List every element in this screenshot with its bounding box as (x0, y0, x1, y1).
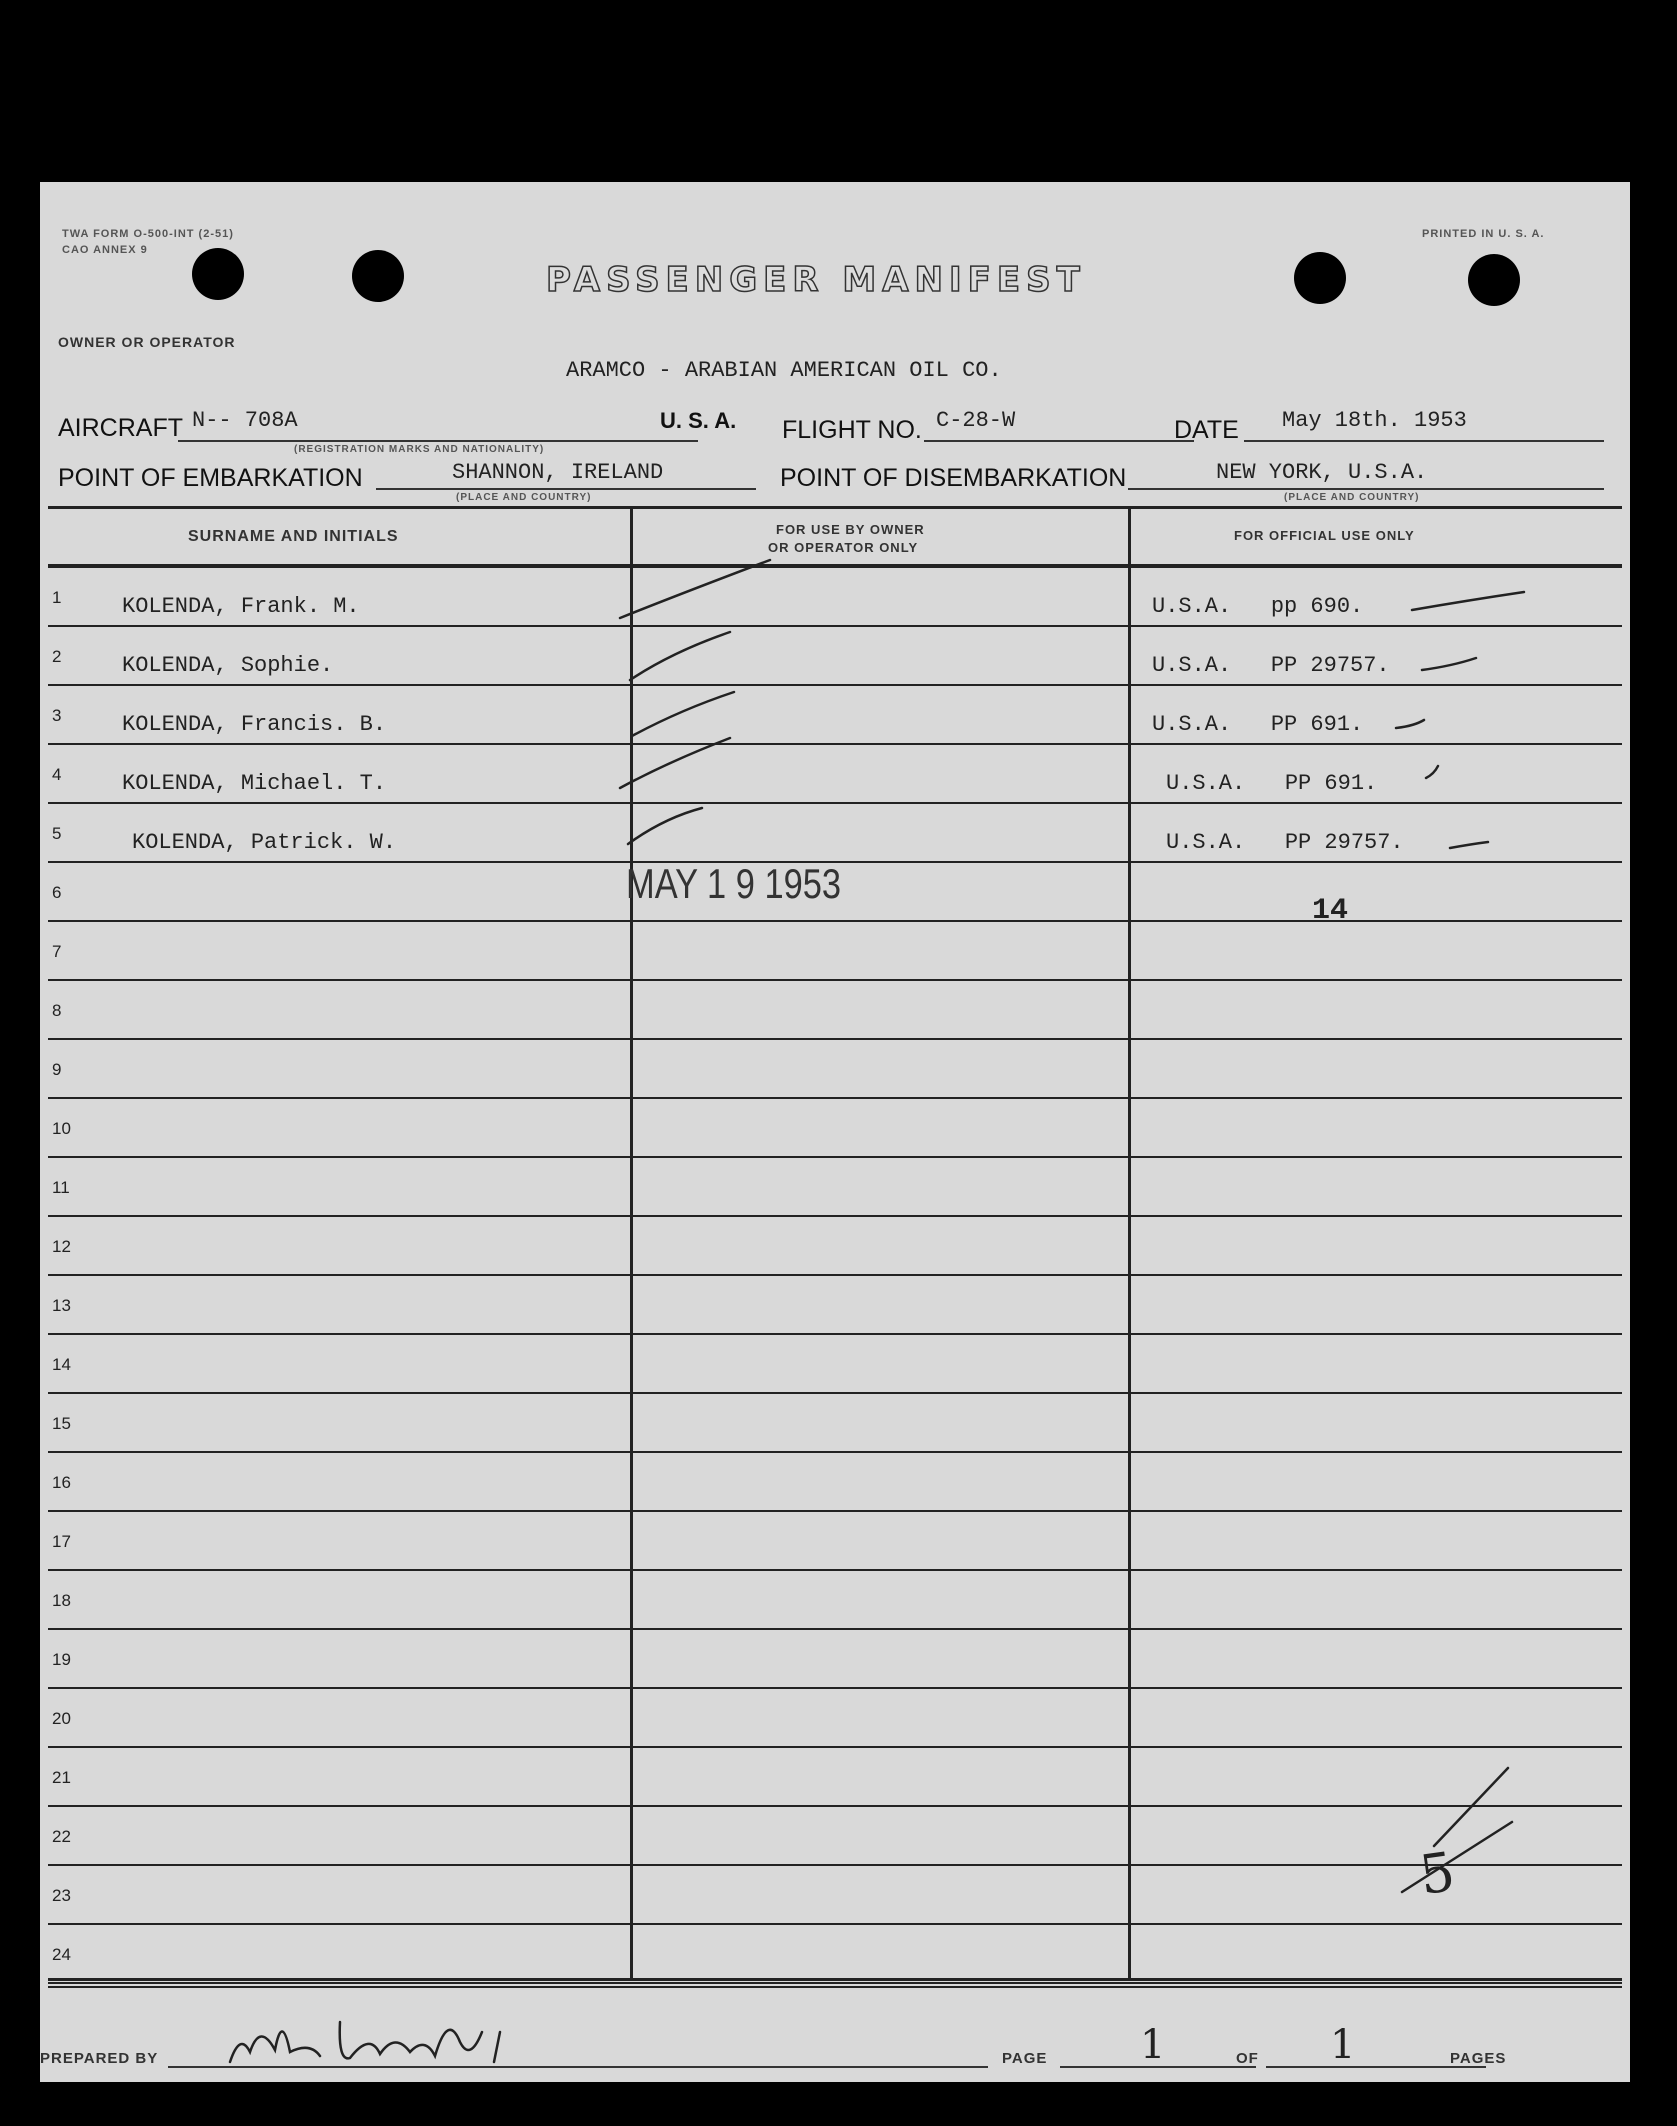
page-label: PAGE (1002, 2050, 1048, 2067)
nationality: U. S. A. (660, 408, 737, 433)
page-value: 1 (1140, 2022, 1166, 2068)
pages-label: PAGES (1450, 2050, 1507, 2067)
official-note: 14 (1312, 894, 1349, 928)
official-entry: U.S.A. PP 691. (1166, 771, 1378, 796)
row-number: 9 (52, 1060, 62, 1079)
row-number: 18 (52, 1591, 71, 1610)
prepared-label: PREPARED BY (40, 2050, 159, 2067)
passenger-name: KOLENDA, Patrick. W. (132, 830, 397, 855)
col-owner-header-1: FOR USE BY OWNER (776, 522, 925, 537)
disembarkation-caption: (PLACE AND COUNTRY) (1284, 492, 1420, 503)
flight-no-value: C-28-W (936, 408, 1016, 433)
flight-no-label: FLIGHT NO. (782, 416, 922, 444)
official-entry: U.S.A. PP 29757. (1152, 653, 1390, 678)
official-entry: U.S.A. pp 690. (1152, 594, 1364, 619)
row-number: 1 (52, 588, 62, 607)
passenger-name: KOLENDA, Frank. M. (122, 594, 360, 619)
row-number: 4 (52, 765, 62, 784)
printed-in: PRINTED IN U. S. A. (1422, 228, 1545, 240)
registration-caption: (REGISTRATION MARKS AND NATIONALITY) (294, 444, 545, 455)
manifest-sheet (40, 182, 1630, 2082)
embarkation-caption: (PLACE AND COUNTRY) (456, 492, 592, 503)
cao-annex: CAO ANNEX 9 (62, 244, 148, 256)
row-number: 24 (52, 1945, 71, 1964)
row-number: 15 (52, 1414, 71, 1433)
disembarkation-label: POINT OF DISEMBARKATION (780, 464, 1127, 492)
page-title: PASSENGER MANIFEST (546, 260, 1086, 300)
row-number: 8 (52, 1001, 62, 1020)
row-number: 22 (52, 1827, 71, 1846)
passenger-name: KOLENDA, Michael. T. (122, 771, 387, 796)
of-label: OF (1236, 2050, 1259, 2067)
row-number: 20 (52, 1709, 71, 1728)
aircraft-value: N-- 708A (192, 408, 298, 433)
form-id: TWA FORM O-500-INT (2-51) (62, 228, 234, 240)
passenger-name: KOLENDA, Sophie. (122, 653, 334, 678)
col-owner-header-2: OR OPERATOR ONLY (768, 540, 919, 555)
row-number: 11 (52, 1178, 70, 1197)
row-number: 19 (52, 1650, 71, 1669)
row-number: 2 (52, 647, 62, 666)
date-stamp: MAY 1 9 1953 (626, 860, 842, 907)
row-number: 12 (52, 1237, 71, 1256)
date-value: May 18th. 1953 (1282, 408, 1467, 433)
row-number: 7 (52, 942, 62, 961)
disembarkation-value: NEW YORK, U.S.A. (1216, 460, 1428, 485)
official-entry: U.S.A. PP 691. (1152, 712, 1364, 737)
row-number: 17 (52, 1532, 71, 1551)
check-marks (40, 182, 1630, 2082)
of-value: 1 (1330, 2022, 1356, 2068)
passenger-name: KOLENDA, Francis. B. (122, 712, 387, 737)
row-number: 23 (52, 1886, 71, 1905)
row-number: 16 (52, 1473, 71, 1492)
owner-value: ARAMCO - ARABIAN AMERICAN OIL CO. (566, 358, 1002, 383)
col-official-header: FOR OFFICIAL USE ONLY (1234, 528, 1415, 543)
embarkation-label: POINT OF EMBARKATION (58, 464, 363, 492)
embarkation-value: SHANNON, IRELAND (452, 460, 664, 485)
row-number: 3 (52, 706, 62, 725)
row-number: 14 (52, 1355, 71, 1374)
owner-label: OWNER OR OPERATOR (58, 334, 236, 350)
row-number: 6 (52, 883, 62, 902)
row-number: 13 (52, 1296, 71, 1315)
col-surname-header: SURNAME AND INITIALS (188, 528, 399, 545)
date-label: DATE (1174, 416, 1239, 444)
official-entry: U.S.A. PP 29757. (1166, 830, 1404, 855)
row-number: 21 (52, 1768, 71, 1787)
handwritten-count: 5 (1415, 1839, 1459, 1908)
row-number: 5 (52, 824, 62, 843)
signature (220, 1992, 580, 2082)
aircraft-label: AIRCRAFT (58, 414, 183, 442)
row-number: 10 (52, 1119, 71, 1138)
